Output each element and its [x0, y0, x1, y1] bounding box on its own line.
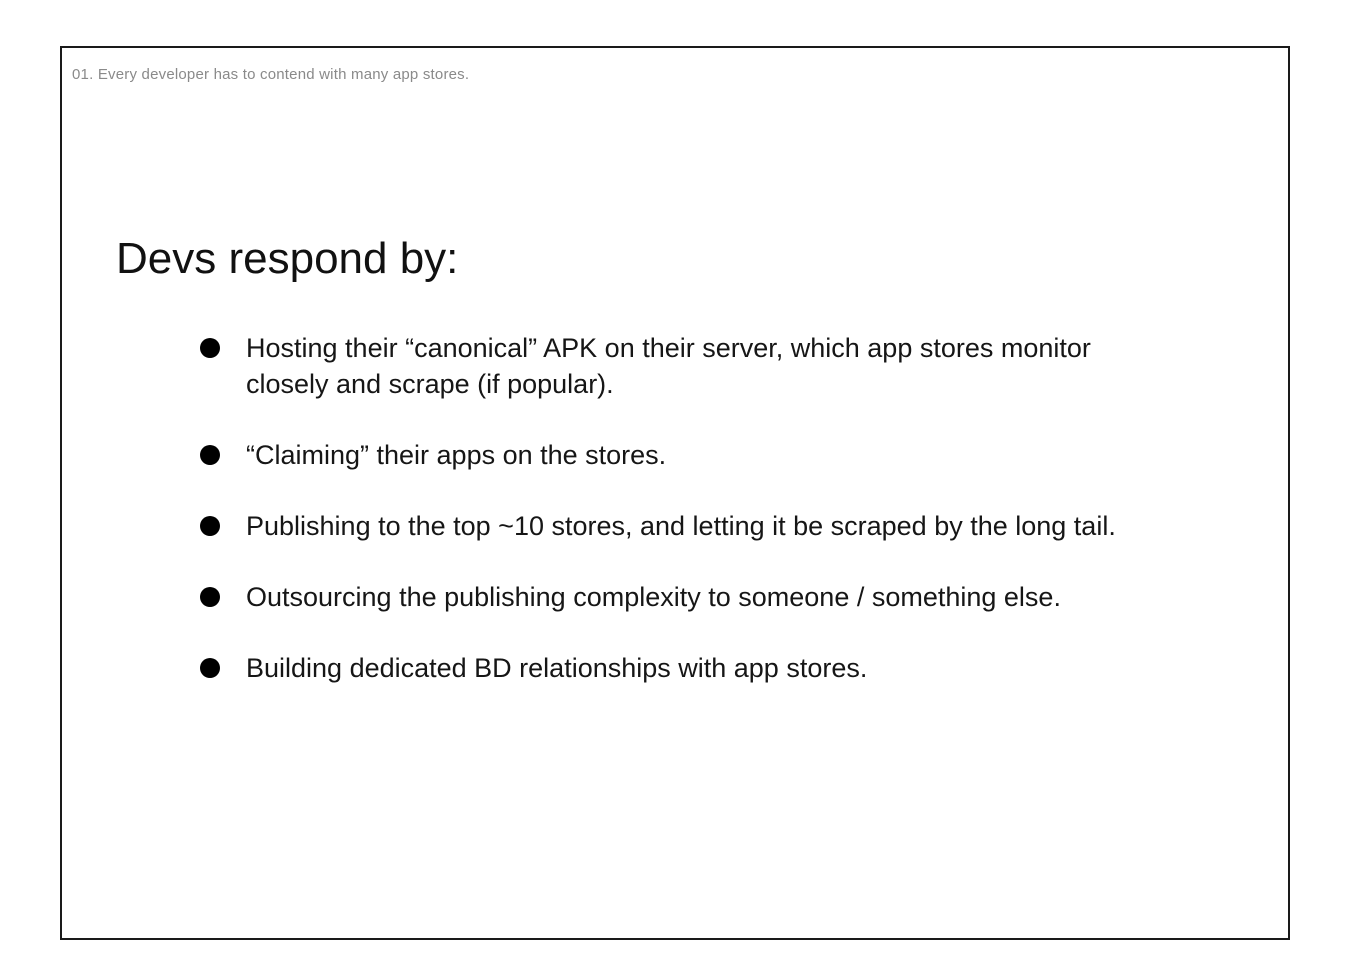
section-label: 01. Every developer has to contend with many app stores. [72, 66, 470, 83]
bullet-text: “Claiming” their apps on the stores. [246, 440, 667, 470]
bullet-item-publishing [198, 508, 1158, 544]
slide-title: Devs respond by: [116, 234, 459, 283]
bullet-dot-icon [200, 445, 220, 465]
slide-frame [60, 46, 1290, 940]
bullet-text: Outsourcing the publishing complexity to someone / something else. [246, 582, 1061, 612]
bullet-text: Publishing to the top ~10 stores, and letting it be scraped by the long tail. [246, 511, 1116, 541]
bullet-dot-icon [200, 587, 220, 607]
bullet-item-building [198, 650, 1158, 686]
bullet-dot-icon [200, 338, 220, 358]
bullet-text: Building dedicated BD relationships with app stores. [246, 653, 868, 683]
bullet-dot-icon [200, 658, 220, 678]
bullet-list [198, 330, 1158, 686]
bullet-item-outsourcing [198, 579, 1158, 615]
bullet-item-hosting [198, 330, 1158, 402]
bullet-dot-icon [200, 516, 220, 536]
bullet-item-claiming [198, 437, 1158, 473]
bullet-text: Hosting their “canonical” APK on their server, which app stores monitor closely and scrape (if popular). [246, 333, 1091, 399]
